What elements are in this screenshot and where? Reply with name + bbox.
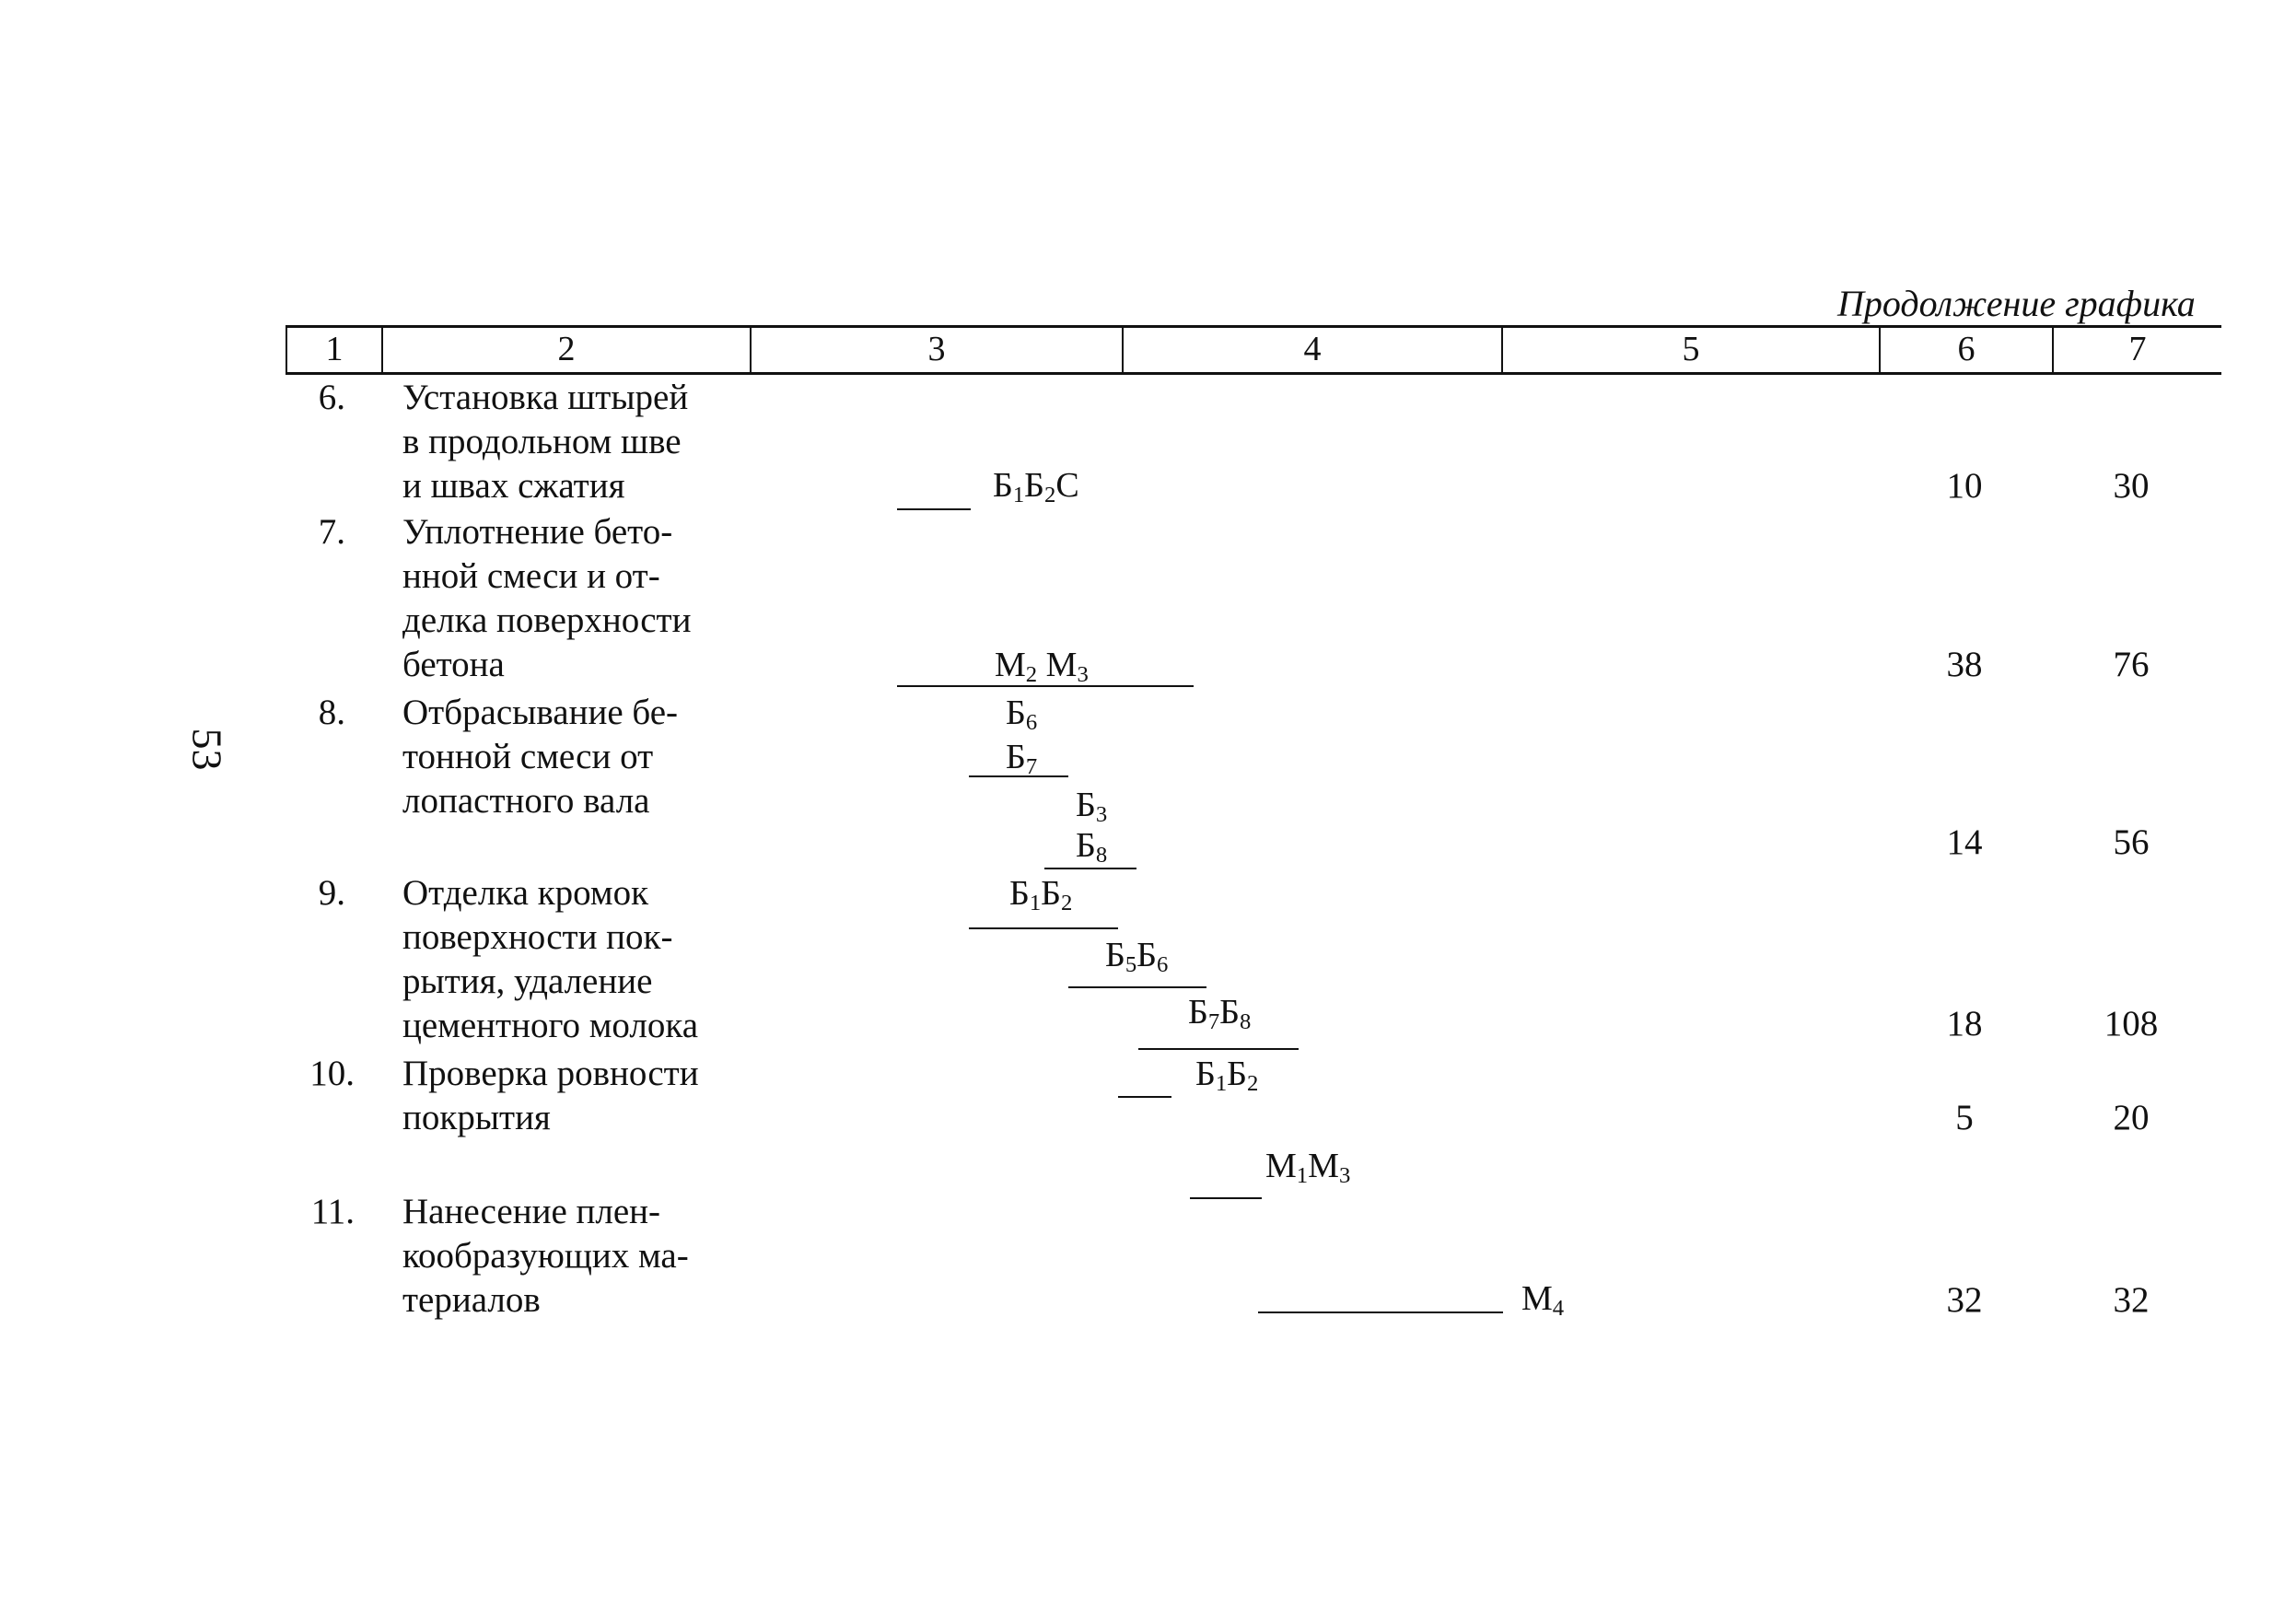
row-text-line: Установка штырей <box>402 378 689 417</box>
gantt-bar <box>969 927 1118 929</box>
gantt-bar <box>1044 868 1136 869</box>
gantt-bar <box>1138 1048 1299 1050</box>
page-number: 53 <box>183 728 231 771</box>
row-number: 10. <box>309 1054 355 1093</box>
row-text-line: делка поверхности <box>402 600 692 640</box>
crew-label: $Б_5Б_6$ <box>1105 936 1169 978</box>
gantt-bar <box>1258 1311 1503 1313</box>
row-text-line: лопастного вала <box>402 781 650 821</box>
row-text-line: нной смеси и от- <box>402 556 660 596</box>
header-col-2: 2 <box>383 328 752 372</box>
row-number: 11. <box>310 1192 355 1231</box>
row-col7-value: 56 <box>2113 822 2150 862</box>
header-col-1: 1 <box>287 328 383 372</box>
row-text-line: поверхности пок- <box>402 917 673 957</box>
row-text-line: Проверка ровности <box>402 1054 699 1093</box>
row-col7-value: 108 <box>2104 1004 2159 1043</box>
row-text-line: Отбрасывание бе- <box>402 693 679 732</box>
crew-label: $Б_1Б_2$ <box>1009 874 1073 916</box>
table-header <box>286 325 2221 375</box>
row-text-line: в продольном шве <box>402 422 682 461</box>
row-text-line: териалов <box>402 1280 541 1320</box>
gantt-bar <box>897 685 1194 687</box>
row-text-line: покрытия <box>402 1098 551 1137</box>
row-col6-value: 32 <box>1946 1280 1983 1320</box>
gantt-bar <box>1118 1096 1171 1098</box>
row-col6-value: 10 <box>1946 466 1983 506</box>
row-text-line: кообразующих ма- <box>402 1236 689 1276</box>
row-col7-value: 30 <box>2113 466 2150 506</box>
row-number: 7. <box>318 512 345 552</box>
crew-label: $Б_7Б_8$ <box>1188 993 1252 1035</box>
crew-label: $М_4$ <box>1521 1279 1565 1322</box>
row-text-line: Нанесение плен- <box>402 1192 661 1231</box>
gantt-bar <box>897 508 971 510</box>
row-col6-value: 18 <box>1946 1004 1983 1043</box>
row-col6-value: 38 <box>1946 645 1983 684</box>
row-text-line: Отделка кромок <box>402 873 649 913</box>
crew-label: $Б_7$ <box>1006 738 1038 780</box>
table-caption: Продолжение графика <box>1837 283 2196 324</box>
row-col6-value: 14 <box>1946 822 1983 862</box>
header-col-3: 3 <box>752 328 1124 372</box>
row-text-line: бетона <box>402 645 505 684</box>
row-number: 9. <box>318 873 345 913</box>
row-col6-value: 5 <box>1955 1098 1974 1137</box>
header-col-7: 7 <box>2128 330 2147 368</box>
header-col-4: 4 <box>1124 328 1503 372</box>
row-text-line: цементного молока <box>402 1006 699 1045</box>
gantt-bar <box>1068 986 1206 988</box>
crew-label: $Б_3$ <box>1076 786 1108 828</box>
crew-label: $Б_8$ <box>1076 826 1108 868</box>
row-number: 6. <box>318 378 345 417</box>
row-text-line: Уплотнение бето- <box>402 512 673 552</box>
row-text-line: и швах сжатия <box>402 466 625 506</box>
row-col7-value: 20 <box>2113 1098 2150 1137</box>
row-text-line: тонной смеси от <box>402 737 654 776</box>
crew-label: $Б_1Б_2$ <box>1195 1055 1259 1097</box>
row-text-line: рытия, удаление <box>402 962 653 1001</box>
gantt-bar <box>969 775 1068 777</box>
header-col-5: 5 <box>1503 328 1881 372</box>
row-col7-value: 76 <box>2113 645 2150 684</box>
crew-label: $М_1М_3$ <box>1265 1147 1351 1189</box>
header-col-6: 6 <box>1881 328 2054 372</box>
crew-label: $М_2$ $М_3$ <box>995 646 1089 688</box>
crew-label: $Б_6$ <box>1006 694 1038 736</box>
crew-label: $Б_1Б_2С$ <box>993 466 1079 508</box>
row-col7-value: 32 <box>2113 1280 2150 1320</box>
gantt-bar <box>1190 1197 1262 1199</box>
row-number: 8. <box>318 693 345 732</box>
